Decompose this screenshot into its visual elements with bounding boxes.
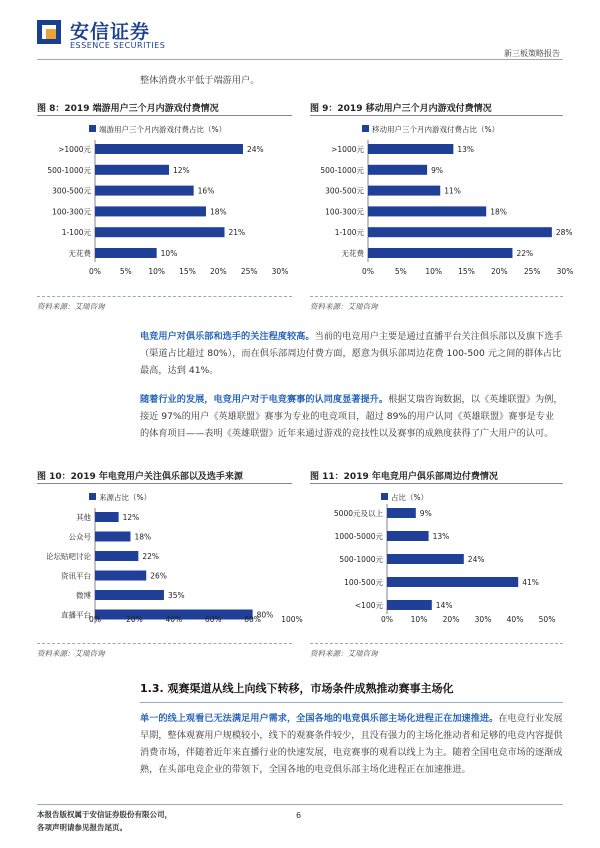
data-label-3: 26% <box>150 571 167 581</box>
essence-logo-icon <box>37 20 61 44</box>
data-label-1: 12% <box>173 165 190 175</box>
x-tick-label-5: 100% <box>281 615 303 624</box>
bar-1 <box>95 532 130 542</box>
logo-english-name: ESSENCE SECURITIES <box>70 41 166 50</box>
x-tick-label-5: 50% <box>538 615 556 624</box>
footer-divider <box>37 804 563 805</box>
x-tick-label-4: 40% <box>506 615 524 624</box>
paragraph-3-lead: 单一的线上观看已无法满足用户需求，全国各地的电竞俱乐部主场化进程正在加速推进。 <box>140 713 499 724</box>
bar-3 <box>387 577 518 587</box>
category-label-4: 1-100元 <box>334 228 364 238</box>
legend-label: 占比（%） <box>391 493 429 502</box>
bar-4 <box>387 600 432 610</box>
x-tick-label-0: 0% <box>89 267 101 276</box>
paragraph-2-text-b: 的用户《英雄联盟》赛事为专业的电竞项目，超过 <box>181 411 387 422</box>
x-tick-label-6: 30% <box>556 267 574 276</box>
figure-9-source: 资料来源：艾瑞咨询 <box>310 302 378 311</box>
paragraph-1-text-c: 元之间的群体占比最高，达到 <box>140 348 562 376</box>
x-tick-label-6: 30% <box>271 267 289 276</box>
data-label-5: 10% <box>160 249 178 258</box>
paragraph-event-recognition <box>140 391 563 442</box>
figure-8-chart <box>37 118 292 290</box>
x-tick-label-1: 20% <box>126 615 143 624</box>
data-label-4: 28% <box>555 228 573 238</box>
data-label-3: 18% <box>210 207 227 217</box>
category-label-2: 300-500元 <box>52 186 91 196</box>
figure-9-label: 图 9： <box>310 104 338 114</box>
data-label-3: 41% <box>522 578 539 587</box>
figure-11-source: 资料来源：艾瑞咨询 <box>310 649 378 658</box>
figure-11-title-text: 2019 年电竞用户俱乐部周边付费情况 <box>343 472 498 482</box>
x-tick-label-2: 10% <box>148 267 166 276</box>
paragraph-1-number-b: 100-500 <box>446 348 485 359</box>
figure-10-source: 资料来源：艾瑞咨询 <box>37 649 105 658</box>
page-number: 6 <box>296 811 302 820</box>
data-label-0: 9% <box>419 509 432 518</box>
category-label-1: 公众号 <box>68 532 91 542</box>
figure-11-title <box>310 469 498 482</box>
bar-1 <box>368 165 427 175</box>
figure-11-source-rule <box>310 643 563 644</box>
bar-4 <box>95 590 164 600</box>
data-label-4: 21% <box>228 228 246 238</box>
figure-10-rule <box>37 483 292 484</box>
figure-8-source: 资料来源：艾瑞咨询 <box>37 302 105 311</box>
category-label-5: 无花费 <box>68 249 91 258</box>
data-label-4: 35% <box>167 591 185 600</box>
category-label-1: 500-1000元 <box>320 165 364 175</box>
x-tick-label-0: 0% <box>362 267 374 276</box>
bar-3 <box>95 571 146 581</box>
x-tick-label-2: 10% <box>425 267 443 276</box>
paragraph-2-text-a: 根据艾瑞咨询数据，以《英雄联盟》为例，接近 <box>140 394 563 422</box>
paragraph-home-court <box>140 710 563 778</box>
header-divider <box>37 59 563 60</box>
bar-4 <box>368 227 552 237</box>
legend-label: 来源占比（%） <box>99 493 152 502</box>
figure-11-chart <box>310 486 563 638</box>
category-label-3: 资讯平台 <box>61 571 91 581</box>
bar-1 <box>387 531 429 541</box>
figure-9-title-text: 2019 移动用户三个月内游戏付费情况 <box>337 104 492 114</box>
page-header <box>0 0 600 62</box>
x-tick-label-1: 10% <box>410 615 428 624</box>
figure-9-source-rule <box>310 296 563 297</box>
paragraph-1-number-c: 41% <box>188 365 210 376</box>
x-tick-label-3: 30% <box>474 615 492 624</box>
data-label-1: 13% <box>432 532 450 541</box>
legend-swatch <box>89 493 96 500</box>
x-tick-label-3: 15% <box>458 267 475 276</box>
paragraph-1-text-b: ），而在俱乐部周边付费方面，愿意为俱乐部周边花费 <box>227 348 447 359</box>
paragraph-1-number-a: 80% <box>207 348 228 359</box>
paragraph-club-attention <box>140 328 563 379</box>
bar-4 <box>95 227 225 237</box>
category-label-0: >1000元 <box>58 145 91 154</box>
paragraph-3-text: 在电竞行业发展早期，整体观赛用户规模较小，线下的观赛条件较少，且没有强力的主场化推动者和足够的电竞内容提供消费市场，伴随着近年来直播行业的快速发展，电竞赛事的观看以线上为主。随着全国电竞市场的逐渐成熟，在头部电竞企业的带领下，全国各地的电竞俱乐部主场化进程正在加速推进。 <box>140 713 563 775</box>
section-1-3-title: 1.3. 观赛渠道从线上向线下转移，市场条件成熟推动赛事主场化 <box>140 682 454 695</box>
x-tick-label-0: 0% <box>89 615 101 624</box>
category-label-3: 100-500元 <box>344 578 383 587</box>
legend-swatch <box>89 125 96 132</box>
figure-10-source-rule <box>37 643 292 644</box>
x-tick-label-1: 5% <box>119 267 132 276</box>
bar-0 <box>387 508 416 518</box>
bar-0 <box>95 512 119 522</box>
bar-0 <box>95 144 243 154</box>
bar-2 <box>368 186 440 196</box>
figure-9-rule <box>310 115 563 116</box>
x-tick-label-0: 0% <box>381 615 393 624</box>
data-label-0: 24% <box>247 145 264 154</box>
x-tick-label-5: 25% <box>240 267 258 276</box>
figure-8-title-text: 2019 端游用户三个月内游戏付费情况 <box>64 104 219 114</box>
data-label-4: 14% <box>435 601 453 610</box>
figure-10-chart <box>37 486 303 638</box>
figure-8-rule <box>37 115 292 116</box>
x-tick-label-3: 15% <box>179 267 196 276</box>
category-label-0: >1000元 <box>331 145 364 154</box>
data-label-5: 22% <box>516 249 534 258</box>
section-divider <box>140 702 563 703</box>
paragraph-1-lead: 电竞用户对俱乐部和选手的关注程度较高。 <box>140 331 315 342</box>
footer-statement: 各项声明请参见报告尾页。 <box>37 823 127 832</box>
report-type: 新三板策略报告 <box>504 49 560 58</box>
legend-swatch <box>381 493 388 500</box>
paragraph-2-number-b: 89% <box>386 411 408 422</box>
data-label-2: 22% <box>142 552 160 561</box>
category-label-2: 500-1000元 <box>339 555 383 564</box>
legend-swatch <box>362 125 369 132</box>
x-tick-label-4: 20% <box>209 267 227 276</box>
data-label-1: 18% <box>134 532 152 542</box>
intro-text: 整体消费水平低于端游用户。 <box>140 75 260 86</box>
bar-3 <box>95 206 206 216</box>
data-label-2: 24% <box>467 555 485 564</box>
category-label-2: 论坛贴吧讨论 <box>46 552 91 561</box>
bar-5 <box>368 248 512 258</box>
category-label-0: 其他 <box>76 513 91 522</box>
figure-8-label: 图 8： <box>37 104 65 114</box>
bar-3 <box>368 206 486 216</box>
x-tick-label-3: 60% <box>204 615 222 624</box>
x-tick-label-2: 40% <box>165 615 183 624</box>
paragraph-1-text-a: 当前的电竞用户主要是通过直播平台关注俱乐部以及旗下选手（渠道占比超过 <box>140 331 563 359</box>
x-tick-label-5: 25% <box>523 267 541 276</box>
category-label-1: 500-1000元 <box>47 165 91 175</box>
bar-1 <box>95 165 169 175</box>
bar-0 <box>368 144 453 154</box>
bar-2 <box>95 551 138 561</box>
logo-chinese-name: 安信证券 <box>70 21 151 43</box>
data-label-3: 18% <box>490 207 507 217</box>
legend-label: 移动用户三个月内游戏付费占比（%） <box>372 125 500 134</box>
figure-10-title-text: 2019 年电竞用户关注俱乐部以及选手来源 <box>70 472 243 482</box>
data-label-1: 9% <box>431 165 444 175</box>
figure-8-title <box>37 101 219 114</box>
data-label-2: 16% <box>197 186 215 196</box>
category-label-0: 5000元及以上 <box>333 509 383 518</box>
data-label-5: 80% <box>256 610 274 620</box>
category-label-3: 100-300元 <box>52 207 91 217</box>
x-tick-label-4: 80% <box>244 615 261 624</box>
figure-10-title <box>37 469 243 482</box>
category-label-1: 1000-5000元 <box>334 532 383 541</box>
category-label-4: 微博 <box>76 591 91 600</box>
legend-label: 端游用户三个月内游戏付费占比（%） <box>99 125 227 134</box>
paragraph-1-text-d: 。 <box>209 365 219 376</box>
paragraph-2-number-a: 97% <box>161 411 182 422</box>
category-label-5: 直播平台 <box>61 610 91 620</box>
paragraph-2-text-c: 的用户认同《英雄联盟》赛事是专业的体育项目——表明《英雄联盟》近年来通过游戏的竞技性以及赛事的成熟度获得了广大用户的认可。 <box>140 411 555 439</box>
figure-9-title <box>310 101 492 114</box>
paragraph-2-lead: 随着行业的发展，电竞用户对于电竞赛事的认同度显著提升。 <box>140 394 389 405</box>
figure-11-label: 图 11： <box>310 472 344 482</box>
footer-copyright: 本报告版权属于安信证券股份有限公司， <box>37 810 172 819</box>
bar-2 <box>387 554 464 564</box>
figure-11-rule <box>310 483 563 484</box>
figure-8-source-rule <box>37 296 292 297</box>
category-label-4: <100元 <box>354 601 383 610</box>
data-label-0: 13% <box>457 145 475 154</box>
category-label-4: 1-100元 <box>61 228 91 238</box>
x-tick-label-2: 20% <box>442 615 460 624</box>
footer-disclaimer <box>37 808 172 834</box>
data-label-2: 11% <box>444 186 461 196</box>
category-label-3: 100-300元 <box>325 207 364 217</box>
x-tick-label-1: 5% <box>394 267 407 276</box>
bar-2 <box>95 186 194 196</box>
bar-5 <box>95 248 157 258</box>
category-label-2: 300-500元 <box>325 186 364 196</box>
x-tick-label-4: 20% <box>490 267 508 276</box>
data-label-0: 12% <box>122 513 140 522</box>
figure-9-chart <box>310 118 574 290</box>
figure-10-label: 图 10： <box>37 472 71 482</box>
category-label-5: 无花费 <box>341 249 364 258</box>
